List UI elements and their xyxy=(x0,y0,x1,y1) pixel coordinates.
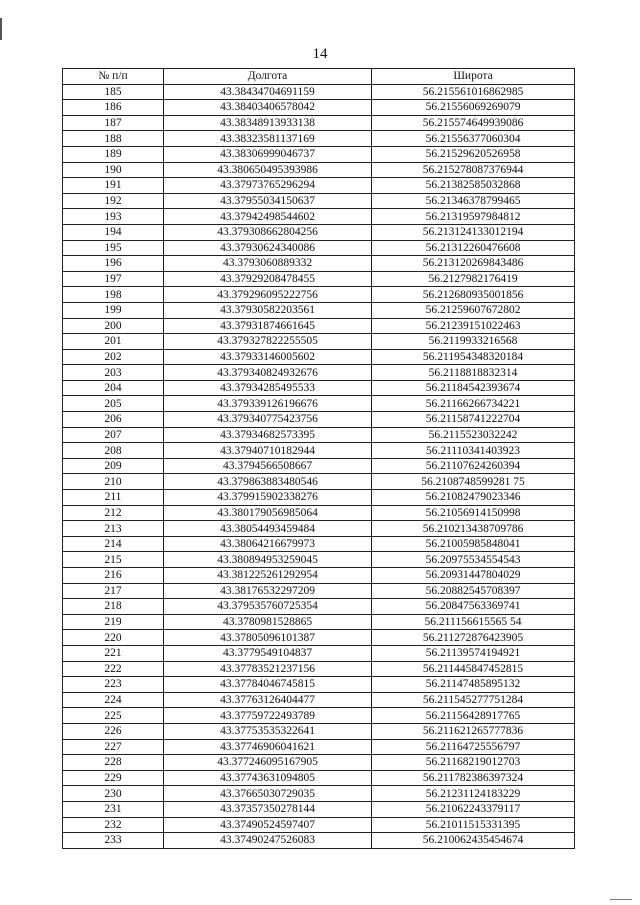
longitude-cell: 43.3780981528865 xyxy=(164,614,372,630)
header-number: № п/п xyxy=(63,69,164,85)
longitude-cell: 43.37934285495533 xyxy=(164,380,372,396)
table-row xyxy=(63,817,575,833)
table-row xyxy=(63,412,575,428)
row-number-cell: 222 xyxy=(63,661,164,677)
table-row xyxy=(63,521,575,537)
table-row xyxy=(63,801,575,817)
latitude-cell: 56.215574649939086 xyxy=(372,115,575,131)
table-row xyxy=(63,739,575,755)
latitude-cell: 56.20847563369741 xyxy=(372,599,575,615)
row-number-cell: 210 xyxy=(63,474,164,490)
row-number-cell: 192 xyxy=(63,193,164,209)
longitude-cell: 43.37942498544602 xyxy=(164,209,372,225)
row-number-cell: 224 xyxy=(63,692,164,708)
latitude-cell: 56.21231124183229 xyxy=(372,786,575,802)
table-row xyxy=(63,770,575,786)
row-number-cell: 231 xyxy=(63,801,164,817)
table-row xyxy=(63,84,575,100)
row-number-cell: 202 xyxy=(63,349,164,365)
table-row xyxy=(63,224,575,240)
longitude-cell: 43.37759722493789 xyxy=(164,708,372,724)
row-number-cell: 215 xyxy=(63,552,164,568)
row-number-cell: 211 xyxy=(63,490,164,506)
latitude-cell: 56.211156615565 54 xyxy=(372,614,575,630)
latitude-cell: 56.20882545708397 xyxy=(372,583,575,599)
longitude-cell: 43.38054493459484 xyxy=(164,521,372,537)
latitude-cell: 56.215278087376944 xyxy=(372,162,575,178)
row-number-cell: 216 xyxy=(63,568,164,584)
latitude-cell: 56.213120269843486 xyxy=(372,256,575,272)
table-row xyxy=(63,474,575,490)
latitude-cell: 56.211545277751284 xyxy=(372,692,575,708)
longitude-cell: 43.379296095222756 xyxy=(164,287,372,303)
scan-edge-mark xyxy=(0,18,2,40)
row-number-cell: 186 xyxy=(63,100,164,116)
row-number-cell: 205 xyxy=(63,396,164,412)
longitude-cell: 43.37933146005602 xyxy=(164,349,372,365)
longitude-cell: 43.379915902338276 xyxy=(164,490,372,506)
longitude-cell: 43.37929208478455 xyxy=(164,271,372,287)
table-row xyxy=(63,786,575,802)
longitude-cell: 43.379535760725354 xyxy=(164,599,372,615)
latitude-cell: 56.21164725556797 xyxy=(372,739,575,755)
longitude-cell: 43.3779549104837 xyxy=(164,645,372,661)
row-number-cell: 213 xyxy=(63,521,164,537)
table-body xyxy=(63,84,575,848)
longitude-cell: 43.379340824932676 xyxy=(164,365,372,381)
longitude-cell: 43.37490524597407 xyxy=(164,817,372,833)
longitude-cell: 43.37665030729035 xyxy=(164,786,372,802)
latitude-cell: 56.2127982176419 xyxy=(372,271,575,287)
longitude-cell: 43.380650495393986 xyxy=(164,162,372,178)
table-row xyxy=(63,256,575,272)
latitude-cell: 56.21556377060304 xyxy=(372,131,575,147)
longitude-cell: 43.37783521237156 xyxy=(164,661,372,677)
table-row xyxy=(63,723,575,739)
table-row xyxy=(63,240,575,256)
row-number-cell: 201 xyxy=(63,334,164,350)
row-number-cell: 232 xyxy=(63,817,164,833)
latitude-cell: 56.21319597984812 xyxy=(372,209,575,225)
row-number-cell: 212 xyxy=(63,505,164,521)
longitude-cell: 43.37805096101387 xyxy=(164,630,372,646)
table-row xyxy=(63,458,575,474)
longitude-cell: 43.379863883480546 xyxy=(164,474,372,490)
table-row xyxy=(63,661,575,677)
longitude-cell: 43.37784046745815 xyxy=(164,677,372,693)
table-row xyxy=(63,209,575,225)
latitude-cell: 56.211782386397324 xyxy=(372,770,575,786)
row-number-cell: 214 xyxy=(63,536,164,552)
row-number-cell: 230 xyxy=(63,786,164,802)
latitude-cell: 56.211621265777836 xyxy=(372,723,575,739)
longitude-cell: 43.37931874661645 xyxy=(164,318,372,334)
latitude-cell: 56.212680935001856 xyxy=(372,287,575,303)
latitude-cell: 56.21312260476608 xyxy=(372,240,575,256)
table-row xyxy=(63,427,575,443)
longitude-cell: 43.379340775423756 xyxy=(164,412,372,428)
table-row xyxy=(63,193,575,209)
row-number-cell: 199 xyxy=(63,302,164,318)
longitude-cell: 43.381225261292954 xyxy=(164,568,372,584)
row-number-cell: 207 xyxy=(63,427,164,443)
row-number-cell: 196 xyxy=(63,256,164,272)
header-latitude: Широта xyxy=(372,69,575,85)
longitude-cell: 43.38323581137169 xyxy=(164,131,372,147)
latitude-cell: 56.20931447804029 xyxy=(372,568,575,584)
latitude-cell: 56.21556069269079 xyxy=(372,100,575,116)
row-number-cell: 190 xyxy=(63,162,164,178)
row-number-cell: 206 xyxy=(63,412,164,428)
latitude-cell: 56.2108748599281 75 xyxy=(372,474,575,490)
table-row xyxy=(63,100,575,116)
row-number-cell: 229 xyxy=(63,770,164,786)
row-number-cell: 189 xyxy=(63,146,164,162)
table-row xyxy=(63,380,575,396)
table-row xyxy=(63,583,575,599)
latitude-cell: 56.2115523032242 xyxy=(372,427,575,443)
table-row xyxy=(63,365,575,381)
table-row xyxy=(63,755,575,771)
row-number-cell: 209 xyxy=(63,458,164,474)
latitude-cell: 56.21005985848041 xyxy=(372,536,575,552)
table-row xyxy=(63,708,575,724)
latitude-cell: 56.2118818832314 xyxy=(372,365,575,381)
longitude-cell: 43.380894953259045 xyxy=(164,552,372,568)
longitude-cell: 43.38064216679973 xyxy=(164,536,372,552)
latitude-cell: 56.21239151022463 xyxy=(372,318,575,334)
row-number-cell: 191 xyxy=(63,178,164,194)
longitude-cell: 43.37940710182944 xyxy=(164,443,372,459)
longitude-cell: 43.37930582203561 xyxy=(164,302,372,318)
table-row xyxy=(63,677,575,693)
longitude-cell: 43.37930624340086 xyxy=(164,240,372,256)
longitude-cell: 43.37490247526083 xyxy=(164,833,372,849)
table-row xyxy=(63,645,575,661)
table-row xyxy=(63,505,575,521)
table-row xyxy=(63,490,575,506)
longitude-cell: 43.38306999046737 xyxy=(164,146,372,162)
coordinates-table xyxy=(62,68,575,849)
row-number-cell: 185 xyxy=(63,84,164,100)
latitude-cell: 56.211445847452815 xyxy=(372,661,575,677)
longitude-cell: 43.379327822255505 xyxy=(164,334,372,350)
scan-bottom-mark xyxy=(610,899,632,900)
table-header-row xyxy=(63,69,575,85)
latitude-cell: 56.211954348320184 xyxy=(372,349,575,365)
longitude-cell: 43.37955034150637 xyxy=(164,193,372,209)
latitude-cell: 56.21156428917765 xyxy=(372,708,575,724)
latitude-cell: 56.21139574194921 xyxy=(372,645,575,661)
row-number-cell: 228 xyxy=(63,755,164,771)
table-row xyxy=(63,318,575,334)
table-row xyxy=(63,396,575,412)
longitude-cell: 43.3794566508667 xyxy=(164,458,372,474)
table-row xyxy=(63,630,575,646)
longitude-cell: 43.380179056985064 xyxy=(164,505,372,521)
latitude-cell: 56.21346378799465 xyxy=(372,193,575,209)
row-number-cell: 217 xyxy=(63,583,164,599)
latitude-cell: 56.21110341403923 xyxy=(372,443,575,459)
table-row xyxy=(63,131,575,147)
latitude-cell: 56.21158741222704 xyxy=(372,412,575,428)
row-number-cell: 226 xyxy=(63,723,164,739)
table-row xyxy=(63,552,575,568)
table-row xyxy=(63,178,575,194)
row-number-cell: 193 xyxy=(63,209,164,225)
table-row xyxy=(63,115,575,131)
row-number-cell: 204 xyxy=(63,380,164,396)
latitude-cell: 56.215561016862985 xyxy=(372,84,575,100)
longitude-cell: 43.37763126404477 xyxy=(164,692,372,708)
header-longitude: Долгота xyxy=(164,69,372,85)
longitude-cell: 43.37357350278144 xyxy=(164,801,372,817)
row-number-cell: 198 xyxy=(63,287,164,303)
row-number-cell: 223 xyxy=(63,677,164,693)
latitude-cell: 56.21082479023346 xyxy=(372,490,575,506)
row-number-cell: 187 xyxy=(63,115,164,131)
table-row xyxy=(63,334,575,350)
longitude-cell: 43.38348913933138 xyxy=(164,115,372,131)
table-row xyxy=(63,162,575,178)
latitude-cell: 56.21259607672802 xyxy=(372,302,575,318)
longitude-cell: 43.37743631094805 xyxy=(164,770,372,786)
row-number-cell: 225 xyxy=(63,708,164,724)
table-row xyxy=(63,833,575,849)
latitude-cell: 56.21107624260394 xyxy=(372,458,575,474)
row-number-cell: 220 xyxy=(63,630,164,646)
row-number-cell: 219 xyxy=(63,614,164,630)
latitude-cell: 56.21382585032868 xyxy=(372,178,575,194)
latitude-cell: 56.21184542393674 xyxy=(372,380,575,396)
latitude-cell: 56.21147485895132 xyxy=(372,677,575,693)
table-row xyxy=(63,568,575,584)
longitude-cell: 43.3793060889332 xyxy=(164,256,372,272)
latitude-cell: 56.21166266734221 xyxy=(372,396,575,412)
row-number-cell: 221 xyxy=(63,645,164,661)
longitude-cell: 43.37746906041621 xyxy=(164,739,372,755)
row-number-cell: 195 xyxy=(63,240,164,256)
latitude-cell: 56.211272876423905 xyxy=(372,630,575,646)
latitude-cell: 56.21062243379117 xyxy=(372,801,575,817)
table-row xyxy=(63,614,575,630)
latitude-cell: 56.21056914150998 xyxy=(372,505,575,521)
latitude-cell: 56.21011515331395 xyxy=(372,817,575,833)
page-number: 14 xyxy=(312,46,328,62)
row-number-cell: 218 xyxy=(63,599,164,615)
latitude-cell: 56.20975534554543 xyxy=(372,552,575,568)
longitude-cell: 43.379308662804256 xyxy=(164,224,372,240)
longitude-cell: 43.38403406578042 xyxy=(164,100,372,116)
row-number-cell: 203 xyxy=(63,365,164,381)
row-number-cell: 227 xyxy=(63,739,164,755)
latitude-cell: 56.213124133012194 xyxy=(372,224,575,240)
table-row xyxy=(63,146,575,162)
table-row xyxy=(63,287,575,303)
latitude-cell: 56.210213438709786 xyxy=(372,521,575,537)
longitude-cell: 43.37753535322641 xyxy=(164,723,372,739)
table-row xyxy=(63,349,575,365)
table-row xyxy=(63,692,575,708)
longitude-cell: 43.377246095167905 xyxy=(164,755,372,771)
latitude-cell: 56.21529620526958 xyxy=(372,146,575,162)
longitude-cell: 43.38434704691159 xyxy=(164,84,372,100)
longitude-cell: 43.37934682573395 xyxy=(164,427,372,443)
table-row xyxy=(63,271,575,287)
longitude-cell: 43.37973765296294 xyxy=(164,178,372,194)
table-row xyxy=(63,302,575,318)
row-number-cell: 194 xyxy=(63,224,164,240)
latitude-cell: 56.21168219012703 xyxy=(372,755,575,771)
table-row xyxy=(63,536,575,552)
table-row xyxy=(63,599,575,615)
table-row xyxy=(63,443,575,459)
row-number-cell: 233 xyxy=(63,833,164,849)
latitude-cell: 56.2119933216568 xyxy=(372,334,575,350)
longitude-cell: 43.38176532297209 xyxy=(164,583,372,599)
row-number-cell: 200 xyxy=(63,318,164,334)
row-number-cell: 197 xyxy=(63,271,164,287)
row-number-cell: 188 xyxy=(63,131,164,147)
latitude-cell: 56.210062435454674 xyxy=(372,833,575,849)
row-number-cell: 208 xyxy=(63,443,164,459)
longitude-cell: 43.379339126196676 xyxy=(164,396,372,412)
